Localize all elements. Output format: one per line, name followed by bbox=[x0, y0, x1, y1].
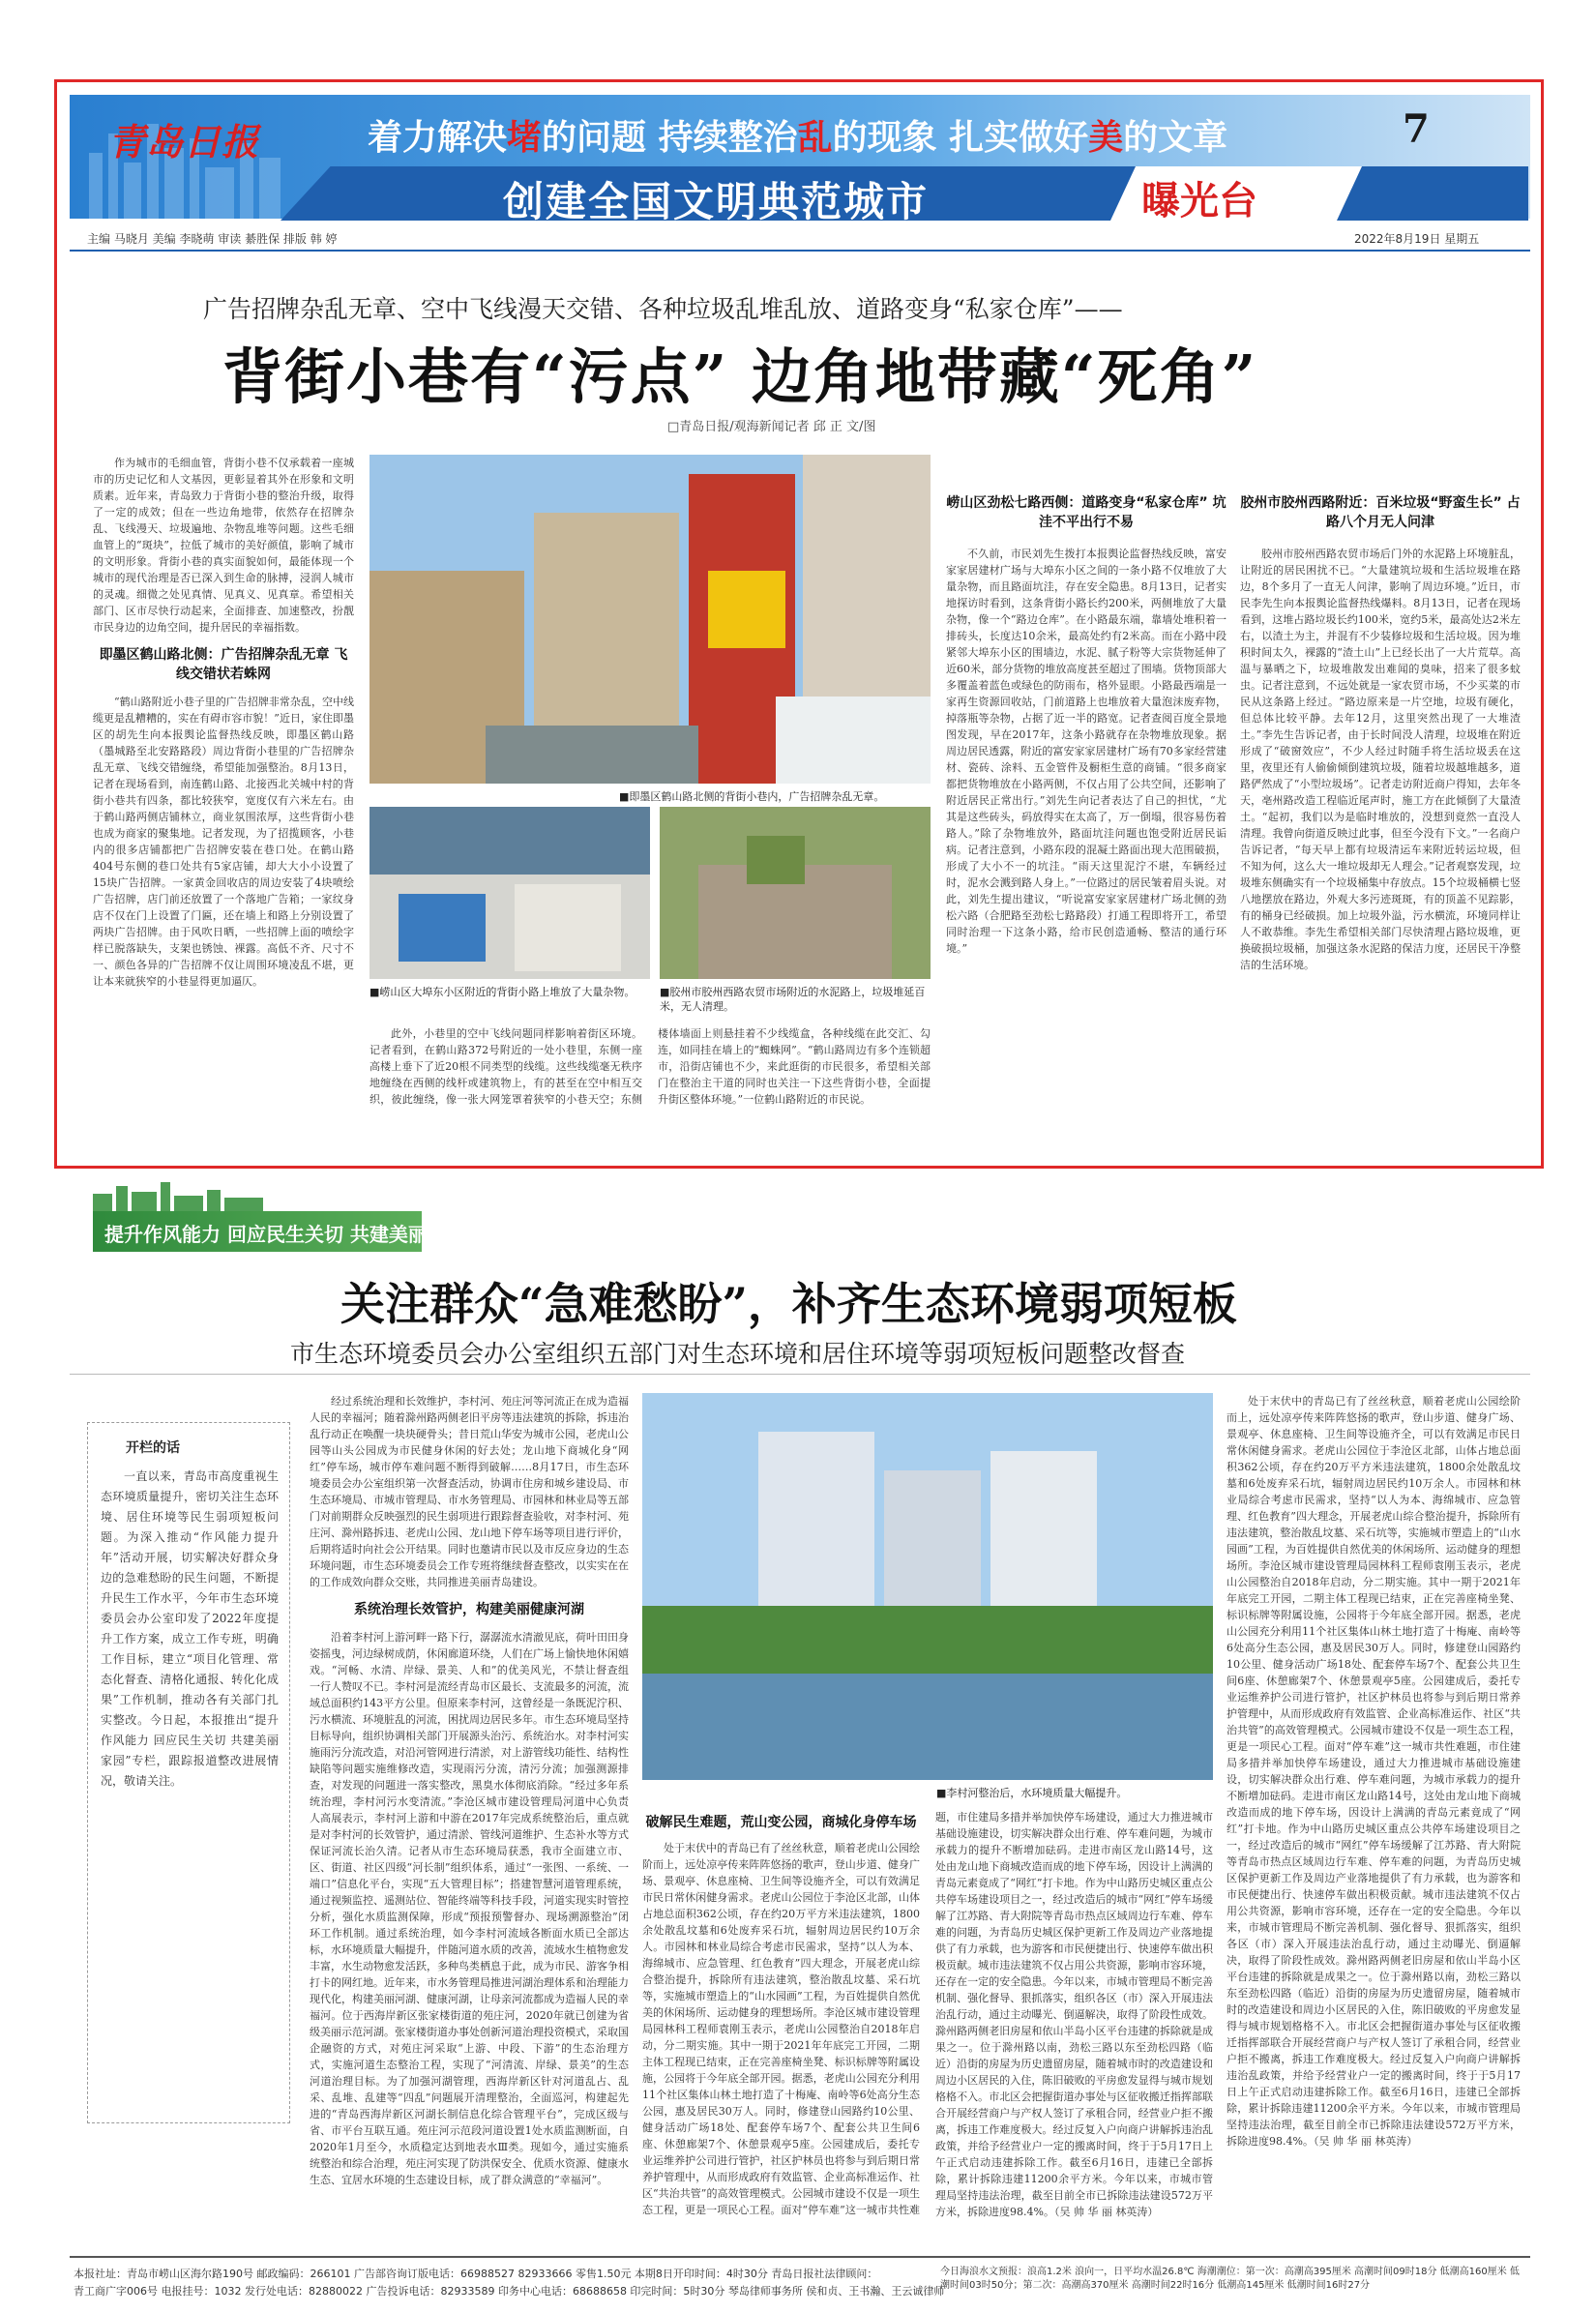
article1-kicker: 广告招牌杂乱无章、空中飞线漫天交错、各种垃圾乱堆乱放、道路变身“私家仓库”—— bbox=[203, 295, 1123, 323]
newspaper-logo: 青岛日报 bbox=[108, 120, 260, 163]
article1-section-3: 胶州市胶州西路农贸市场后门外的水泥路上环境脏乱，让附近的居民困扰不已。“大量建筑垃圾和生活垃圾堆在路边，8个多月了一直无人问津，影响了周边环境。”近日，市民李先生向本报舆论监督热线爆料。8月13日，记者在现场看到，这堆占路垃圾长约100米，宽约5米，最高处达2米左右，以渣土为主，并混有不少装修垃圾和生活垃圾。因为堆积时间太久，裸露的“渣土山”上已经长出了一大片荒草。高温与暴晒之下，垃圾堆散发出难闻的臭味，招来了很多蚊虫。记者注意到，不远处就是一家农贸市场，不少买菜的市民从这条路上经过。“路边原来是一片空地，垃圾有硬化，但总体比较平静。去年12月，这里突然出现了一大堆渣土。”李先生告诉记者，由于长时间没人清理，垃圾堆在附近形成了“破窗效应”，不少人经过时随手将生活垃圾丢在这里，夜里还有人偷偷倾倒建筑垃圾，随着垃圾越堆越多，道路俨然成了“小型垃圾场”。记者走访附近商户得知，去年冬天，亳州路改造工程临近尾声时，施工方在此倾倒了大量渣土。“起初，我们以为是临时堆放的，没想到竟然一直没人清理。我曾向街道反映过此事，但至今没有下文。”一名商户告诉记者，“每天早上都有垃圾清运车来附近转运垃圾，但不知为何，这么大一堆垃圾却无人理会。”记者观察发现，垃圾堆东侧确实有一个垃圾桶集中存放点。15个垃圾桶横七竖八地摆放在路边，外观大多污迹斑斑，有的顶盖不见踪影，有的桶身已经破损。加上垃圾外溢，污水横流，环境同样让人不敢恭维。李先生希望相关部门尽快清理占路垃圾堆，更换破损垃圾桶，加强这条水泥路的保洁力度，还居民干净整洁的生活环境。 bbox=[1240, 548, 1521, 971]
article1-subhead-3: 胶州市胶州西路附近：百米垃圾“野蛮生长” 占路八个月无人问津 bbox=[1240, 495, 1521, 530]
article1-section-1b: 此外，小巷里的空中飞线问题同样影响着街区环境。记者看到，在鹤山路372号附近的一处小巷里，东侧一座高楼上垂下了近20根不同类型的线缆。这些线缆毫无秩序地缠绕在西侧的线杆或建筑物上，有的甚至在空中相互交织，彼此缠绕，像一张大网笼罩着狭窄的小巷天空；东侧楼体墙面上则悬挂着不少线缆盒，各种线缆在此交汇、勾连，如同挂在墙上的“蜘蛛网”。“鹤山路周边有多个连锁超市，沿街店铺也不少，来此逛街的市民很多，希望相关部门在整治主干道的同时也关注一下这些背街小巷，全面提升街区整体环境。”一位鹤山路附近的市民说。 bbox=[369, 1027, 931, 1106]
article1-byline: □青岛日报/观海新闻记者 邱 正 文/图 bbox=[667, 420, 876, 434]
header-rule bbox=[70, 250, 1530, 252]
article2-paragraph-1: 经过系统治理和长效维护，李村河、苑庄河等河流正在成为造福人民的幸福河；随着滁州路两侧老旧平房等违法建筑的拆除，拆违治乱行动正在唤醒一块块硬骨头；昔日荒山华安为城市公园，老虎山公园等山头公园成为市民健身休闲的好去处；龙山地下商城化身“网红”停车场，城市停车难问题不断得到破解……8月17日，市生态环境委员会办公室组织第一次督查活动，协调市住房和城乡建设局、市生态环境局、市城市管理局、市水务管理局、市园林和林业局等五部门对前期群众反映强烈的民生弱项进行跟踪督查验收，对李村河、苑庄河、滁州路拆违、老虎山公园、龙山地下停车场等项目进行评价，后期将适时向社会公开结果。同时也邀请市民以及市反应身边的生态环境问题，市生态环境委员会工作专班将继续督查整改，以实实在在的工作成效向群众交账，共同推进美丽青岛建设。 bbox=[310, 1395, 629, 1588]
article1-headline: 背街小巷有“污点” 边角地带藏“死角” bbox=[222, 341, 1258, 412]
column-tag: 曝光台 bbox=[1141, 178, 1257, 223]
article2-paragraph-2: 沿着李村河上游河畔一路下行，潺潺流水清澈见底，荷叶田田身姿摇曳，河边绿树成荫，休闲廊道环绕，人们在广场上愉快地休闲嬉戏。“河畅、水清、岸绿、景美、人和”的优美风光，不禁让督查组一行人赞叹不已。李村河是流经青岛市区最长、支流最多的河流，流域总面积约143平方公里。但原来李村河，这曾经是一条既泥泞积、污水横流、环境脏乱的河流，困扰周边居民多年。市生态环境局坚持目标导向，组织协调相关部门开展源头治污、系统治水。对李村河实施雨污分流改造，对沿河管网进行清淤，对上游管线功能性、结构性缺陷等问题实施维修改造，实现雨污分流，清污分流；加强测源排查，对发现的问题进一落实整改，黑臭水体彻底消除。“经过多年系统治理，李村河污水变清流。”李沧区城市建设管理局河道中心负责人高展表示，李村河上游和中游在2017年完成系统整治后，重点就是对李村河的长效管护，通过清淤、管线河道维护、生态补水等方式保证河流长治久清。记者从市生态环境局获悉，我市全面建立市、区、街道、社区四级“河长制”组织体系，通过“一张图、一系统、一端口”信息化平台，实现“五大管理目标”；搭建智慧河道管理系统，通过视频监控、遥测站位、智能终端等科技手段，河道实现实时管控分析，强化水质监测保障，形成“预报预警督办、现场溯源整治”闭环工作机制。通过系统治理，如今李村河流域各断面水质已全部达标，水环境质量大幅提升，伴随河道水质的改善，流域水生植物愈发丰富，水生动物愈发活跃，多种鸟类栖息于此，成为市民、游客争相打卡的网红地。近年来，市水务管理局推进河湖治理体系和治理能力现代化，构建美丽河湖、健康河湖，让母亲河流都成为造福人民的幸福河。位于西海岸新区张家楼街道的苑庄河，2020年就已创建为省级美丽示范河湖。张家楼街道办事处创新河道治理投资模式，采取国企融资的方式，对苑庄河采取“上游、中段、下游”的生态治理方式，实施河道生态整治工程，实现了“河清流、岸绿、景美”的生态河道治理目标。为了加强河湖管理，西海岸新区针对河道乱占、乱采、乱堆、乱建等“四乱”问题展开清理整治，全面巡河，构建起先进的“青岛西海岸新区河湖长制信息化综合管理平台”，完成区级与省、市平台互联互通。苑庄河示范段河道设置1处水质监测断面，自2020年1月至今，水质稳定达到地表水Ⅲ类。现如今，通过实施系统整治和综合治理，苑庄河实现了防洪保安全、优质水资源、健康水生态、宜居水环境的生态建设目标，成了群众满意的“幸福河”。 bbox=[310, 1631, 629, 2186]
article1-caption-right: ■胶州市胶州西路农贸市场附近的水泥路上，垃圾堆延百米，无人清理。 bbox=[660, 986, 926, 1013]
article2-subhead-a: 系统治理长效管护，构建美丽健康河湖 bbox=[354, 1602, 584, 1617]
editorial-title: 开栏的话 bbox=[126, 1440, 180, 1456]
article1-main-photo bbox=[369, 455, 931, 784]
article2-river-photo bbox=[642, 1393, 1213, 1780]
article1-photo-left bbox=[369, 807, 650, 979]
footer-tide-forecast: 今日海浪水文预报：浪高1.2米 浪向一，日平均水温26.8℃ 海潮潮位：第一次：高潮高395厘米 高潮时间09时18分 低潮高160厘米 低潮时间03时50分；第二次：高潮高370厘米 高潮时间22时16分 低潮高145厘米 低潮时间16时27分 bbox=[940, 2267, 1520, 2291]
section-title: 创建全国文明典范城市 bbox=[503, 178, 930, 225]
article1-subhead-2: 崂山区劲松七路西侧：道路变身“私家仓库” 坑洼不平出行不易 bbox=[946, 495, 1227, 530]
article1-intro: 作为城市的毛细血管，背街小巷不仅承载着一座城市的历史记忆和人文基因，更彰显着其外在形象和文明质素。近年来，青岛致力于背街小巷的整治升级，取得了一定的成效；但在一些边角地带，依然存在招牌杂乱、飞线漫天、垃圾遍地、杂物乱堆等问题。这些毛细血管上的“斑块”，拉低了城市的美好颜值，影响了城市的文明形象。背街小巷的真实面貌如何，最能体现一个城市的现代治理是否已深入到生命的脉搏，浸润人城市的灵魂。细微之处见真情、见真义、见真章。希望相关部门、区市尽快行动起来，全面排查、加速整改，扮靓市民身边的边角空间，提升居民的幸福指数。 bbox=[93, 457, 354, 634]
article1-column-3 bbox=[946, 455, 1227, 1151]
article1-section-1: “鹤山路附近小巷子里的广告招牌非常杂乱，空中线缆更是乱糟糟的，实在有碍市容市貌！”近日，家住即墨区的胡先生向本报舆论监督热线反映，即墨区鹤山路（墨城路至北安路路段）周边背街小巷里的广告招牌杂乱无章、飞线交错缠绕，希望能加强整治。8月13日，记者在现场看到，南连鹤山路、北接西北关城中村的背街小巷共有四条，都比较狭窄，宽度仅有六米左右。由于鹤山路两侧店铺林立，商业氛围浓厚，这些背街小巷也成为商家的聚集地。记者发现，为了招揽顾客，小巷内的很多店铺都把广告招牌安装在巷口处。在鹤山路404号东侧的巷口处共有5家店铺，却大大小小设置了15块广告招牌。一家黄金回收店的周边安装了4块喷绘广告招牌，店门前还放置了一个落地广告箱；一家纹身店不仅在门上设置了门匾，还在墙上和路上分别设置了两块广告招牌。由于风吹日晒，一些招牌上面的喷绘字样已脱落缺失，支架也锈蚀、裸露。高低不齐、尺寸不一、颜色各异的广告招牌不仅让周围环境凌乱不堪，更让本来就狭窄的小巷显得更加逼仄。 bbox=[93, 696, 354, 988]
article1-caption-left: ■崂山区大埠东小区附近的背街小路上堆放了大量杂物。 bbox=[369, 986, 635, 998]
article2-subheadline: 市生态环境委员会办公室组织五部门对生态环境和居住环境等弱项短板问题整改督查 bbox=[290, 1340, 1186, 1368]
article2-column-3 bbox=[1227, 1393, 1521, 2244]
article1-column-4 bbox=[1240, 455, 1521, 1151]
article2-column-2 bbox=[642, 1809, 1213, 2244]
campaign-band-text: 提升作风能力 回应民生关切 共建美丽家园 bbox=[104, 1223, 466, 1246]
article2-headline: 关注群众“急难愁盼”，补齐生态环境弱项短板 bbox=[340, 1278, 1237, 1330]
green-skyline-graphic bbox=[93, 1182, 364, 1211]
article1-column-2 bbox=[369, 1025, 931, 1151]
footer-line-1: 本报社址：青岛市崂山区海尔路190号 邮政编码：266101 广告部咨询订版电话：66988527 82933666 零售1.50元 本期8日开印时间：4时30分 青岛日报社法律顾问： bbox=[74, 2268, 878, 2280]
issue-date: 2022年8月19日 星期五 bbox=[1354, 232, 1480, 246]
staff-credits: 主编 马晓月 美编 李晓萌 审读 綦胜保 排版 韩 婷 bbox=[87, 232, 338, 246]
article2-paragraph-3-continued: 处于末伏中的青岛已有了丝丝秋意，顺着老虎山公园绘阶而上，远处凉亭传来阵阵悠扬的歌声，登山步道、健身广场、景观亭、休息座椅、卫生间等设施齐全，可以有效满足市民日常休闲健身需求。老虎山公园位于李沧区北部，山体占地总面积362公顷，存在约20万平方米违法建筑，1800余处散乱坟墓和6处废弃采石坑，辐射周边居民约10万余人。市园林和林业局综合考虑市民需求，坚持“以人为本、海绵城市、应急管理、红色教育”四大理念，开展老虎山综合整治提升，拆除所有违法建筑，整治散乱坟墓、采石坑等，实施城市塑造上的“山水园画”工程，为百姓提供自然优美的休闲场所、运动健身的理想场所。李沧区城市建设管理局园林科工程师袁刚玉表示，老虎山公园整治自2018年启动，分二期实施。其中一期于2021年年底完工开园，二期主体工程现已结束，正在完善座椅坐凳、标识标牌等附属设施，公园将于今年底全部开园。据悉，老虎山公园充分利用11个社区集体山林土地打造了十梅庵、南岭等6处高分生态公园，惠及居民30万人。同时，修建登山园路约10公里、健身活动广场18处、配套停车场7个、配套公共卫生间6座、休憩廊架7个、休憩景观亭5座。公园建成后，委托专业运维养护公司进行管护，社区护林员也将参与到后期日常养护管理中，从而形成政府有效监管、企业高标准运作、社区“共治共管”的高效管理模式。公园城市建设不仅是一项生态工程，更是一项民心工程。面对“停车难”这一城市共性难题，市住建局多措并举加快停车场建设，通过大力推进城市基础设施建设，切实解决群众出行难、停车难问题，为城市承载力的提升不断增加砝码。走进市南区龙山路14号，这处由龙山地下商城改造而成的地下停车场，因设计上满满的青岛元素竟成了“网红”打卡地。作为中山路历史城区重点公共停车场建设项目之一，经过改造后的城市“网红”停车场缓解了江苏路、青大附院等青岛市热点区域周边行车难、停车难的问题，为青岛历史城区保护更新工作及周边产业落地提供了有力承载，也为游客和市民便捷出行、快速停车做出积极贡献。城市违法建筑不仅占用公共资源，影响市容环境，还存在一定的安全隐患。今年以来，市城市管理局不断完善机制、强化督导、狠抓落实，组织各区（市）深入开展违法治乱行动，通过主动曝光、倒逼解决，取得了阶段性成效。滁州路两侧老旧房屋和依山半岛小区平台违建的拆除就是成果之一。位于滁州路以南，劲松三路以东至劲松四路（临近）沿街的房屋为历史遗留房屋，随着城市时的改造建设和周边小区居民的入住，陈旧破败的平房愈发显得与城市规划格格不入。市北区会把握街道办事处与区征收搬迁指挥部联合开展经营商户与产权人签订了承租合同，经营业户拒不搬离，拆违工作难度极大。经过反复入户向商户讲解拆违治乱政策，并给予经营业户一定的搬离时间，终于于5月17日上午正式启动违建拆除工作。截至6月16日，违建已全部拆除，累计拆除违建11200余平方米。今年以来，市城市管理局坚持违法治理，截至目前全市已拆除违法建设572万平方米，拆除进度98.4%。（吴 帅 华 丽 林英涛） bbox=[1227, 1395, 1521, 2148]
article1-section-2: 不久前，市民刘先生拨打本报舆论监督热线反映，富安家家居建材广场与大埠东小区之间的一条小路不仅堆放了大量杂物，而且路面坑洼，存在安全隐患。8月13日，记者实地探访时看到，这条背街小路长约200米，两侧堆放了大量杂物，像一个“路边仓库”。在小路最东端，靠墙处堆积着一排砖头，长度达10余米，最高处约有2米高。而在小路中段紧邻大埠东小区的围墙边，水泥、腻子粉等大宗货物延伸了近60米，部分货物的堆放高度甚至超过了围墙。货物顶部大多覆盖着蓝色或绿色的防雨布，格外显眼。小路最西端是一家再生资源回收站，门前道路上也堆放着大量泡沫废弃物，掉落瓶等杂物，占据了近一半的路宽。记者查阅百度全景地图发现，早在2017年，这条小路就存在杂物堆放现象。据周边居民透露，附近的富安家家居建材广场有70多家经营建材、瓷砖、涂料、五金管件及橱柜生意的商铺。“很多商家都把货物堆放在小路两侧，不仅占用了公共空间，还影响了附近居民正常出行。”刘先生向记者表达了自己的担忧，“尤其是这些砖头，码放得实在太高了，万一倒塌，很容易伤着路人。”除了杂物堆放外，路面坑洼问题也饱受附近居民诟病。记者注意到，小路东段的混凝土路面出现大范围破损，形成了大小不一的坑洼。“雨天这里泥泞不堪，车辆经过时，泥水会溅到路人身上。”一位路过的居民皱着眉头说。对此，刘先生提出建议，“听说富安家家居建材广场北侧的劲松六路（合肥路至劲松七路路段）打通工程即将开工，希望同时治理一下这条小路，给市民创造通畅、整洁的通行环境。” bbox=[946, 548, 1227, 955]
article2-subhead-b: 破解民生难题，荒山变公园，商城化身停车场 bbox=[645, 1815, 917, 1830]
article1-column-1 bbox=[93, 455, 354, 1151]
article2-paragraph-3: 处于末伏中的青岛已有了丝丝秋意，顺着老虎山公园绘阶而上，远处凉亭传来阵阵悠扬的歌声，登山步道、健身广场、景观亭、休息座椅、卫生间等设施齐全，可以有效满足市民日常休闲健身需求。老虎山公园位于李沧区北部，山体占地总面积362公顷，存在约20万平方米违法建筑，1800余处散乱坟墓和6处废弃采石坑，辐射周边居民约10万余人。市园林和林业局综合考虑市民需求，坚持“以人为本、海绵城市、应急管理、红色教育”四大理念，开展老虎山综合整治提升，拆除所有违法建筑，整治散乱坟墓、采石坑等，实施城市塑造上的“山水园画”工程，为百姓提供自然优美的休闲场所、运动健身的理想场所。李沧区城市建设管理局园林科工程师袁刚玉表示，老虎山公园整治自2018年启动，分二期实施。其中一期于2021年年底完工开园，二期主体工程现已结束，正在完善座椅坐凳、标识标牌等附属设施，公园将于今年底全部开园。据悉，老虎山公园充分利用11个社区集体山林土地打造了十梅庵、南岭等6处高分生态公园，惠及居民30万人。同时，修建登山园路约10公里、健身活动广场18处、配套停车场7个、配套公共卫生间6座、休憩廊架7个、休憩景观亭5座。公园建成后，委托专业运维养护公司进行管护，社区护林员也将参与到后期日常养护管理中，从而形成政府有效监管、企业高标准运作、社区“共治共管”的高效管理模式。公园城市建设不仅是一项生态工程，更是一项民心工程。面对“停车难”这一城市共性难题，市住建局多措并举加快停车场建设，通过大力推进城市基础设施建设，切实解决群众出行难、停车难问题，为城市承载力的提升不断增加砝码。走进市南区龙山路14号，这处由龙山地下商城改造而成的地下停车场，因设计上满满的青岛元素竟成了“网红”打卡地。作为中山路历史城区重点公共停车场建设项目之一，经过改造后的城市“网红”停车场缓解了江苏路、青大附院等青岛市热点区域周边行车难、停车难的问题，为青岛历史城区保护更新工作及周边产业落地提供了有力承载，也为游客和市民便捷出行、快速停车做出积极贡献。城市违法建筑不仅占用公共资源，影响市容环境，还存在一定的安全隐患。今年以来，市城市管理局不断完善机制、强化督导、狠抓落实，组织各区（市）深入开展违法治乱行动，通过主动曝光、倒逼解决，取得了阶段性成效。滁州路两侧老旧房屋和依山半岛小区平台违建的拆除就是成果之一。位于滁州路以南，劲松三路以东至劲松四路（临近）沿街的房屋为历史遗留房屋，随着城市时的改造建设和周边小区居民的入住，陈旧破败的平房愈发显得与城市规划格格不入。市北区会把握街道办事处与区征收搬迁指挥部联合开展经营商户与产权人签订了承租合同，经营业户拒不搬离，拆违工作难度极大。经过反复入户向商户讲解拆违治乱政策，并给予经营业户一定的搬离时间，终于于5月17日上午正式启动违建拆除工作。截至6月16日，违建已全部拆除，累计拆除违建11200余平方米。今年以来，市城市管理局坚持违法治理，截至目前全市已拆除违法建设572万平方米，拆除进度98.4%。（吴 帅 华 丽 林英涛） bbox=[642, 1811, 1213, 2218]
article2-photo-caption: ■李村河整治后，水环境质量大幅提升。 bbox=[936, 1787, 1128, 1799]
editorial-body: 一直以来，青岛市高度重视生态环境质量提升，密切关注生态环境、居住环境等民生弱项短板问题。为深入推动“作风能力提升年”活动开展，切实解决好群众身边的急难愁盼的民生问题，不断提升民生工作水平，今年市生态环境委员会办公室印发了2022年度提升工作方案，成立工作专班，明确工作目标，建立“项目化管理、常态化督查、清格化通报、转化化成果”工作机制，推动各有关部门扎实整改。今日起，本报推出“提升作风能力 回应民生关切 共建美丽家园”专栏，跟踪报道整改进展情况，敬请关注。 bbox=[101, 1469, 279, 1788]
article1-main-caption: ■即墨区鹤山路北侧的背街小巷内，广告招牌杂乱无章。 bbox=[619, 790, 885, 803]
masthead-slogan: 着力解决堵的问题 持续整治乱的现象 扎实做好美的文章 bbox=[368, 117, 1228, 158]
footer-line-2: 青工商广字006号 电报挂号：1032 发行处电话：82880022 广告投诉电话：82933589 印务中心电话：68688658 印完时间：5时30分 琴岛律师事务所 侯和贞、王书瀚、王云诚律师 bbox=[74, 2285, 945, 2298]
page-number: 7 bbox=[1403, 106, 1430, 152]
newspaper-footer bbox=[70, 2256, 1530, 2298]
article2-column-1 bbox=[310, 1393, 629, 2244]
article1-photo-right bbox=[660, 807, 931, 979]
article2-rule bbox=[70, 1374, 1530, 1375]
article1-subhead-1: 即墨区鹤山路北侧：广告招牌杂乱无章 飞线交错状若蛛网 bbox=[99, 647, 348, 682]
